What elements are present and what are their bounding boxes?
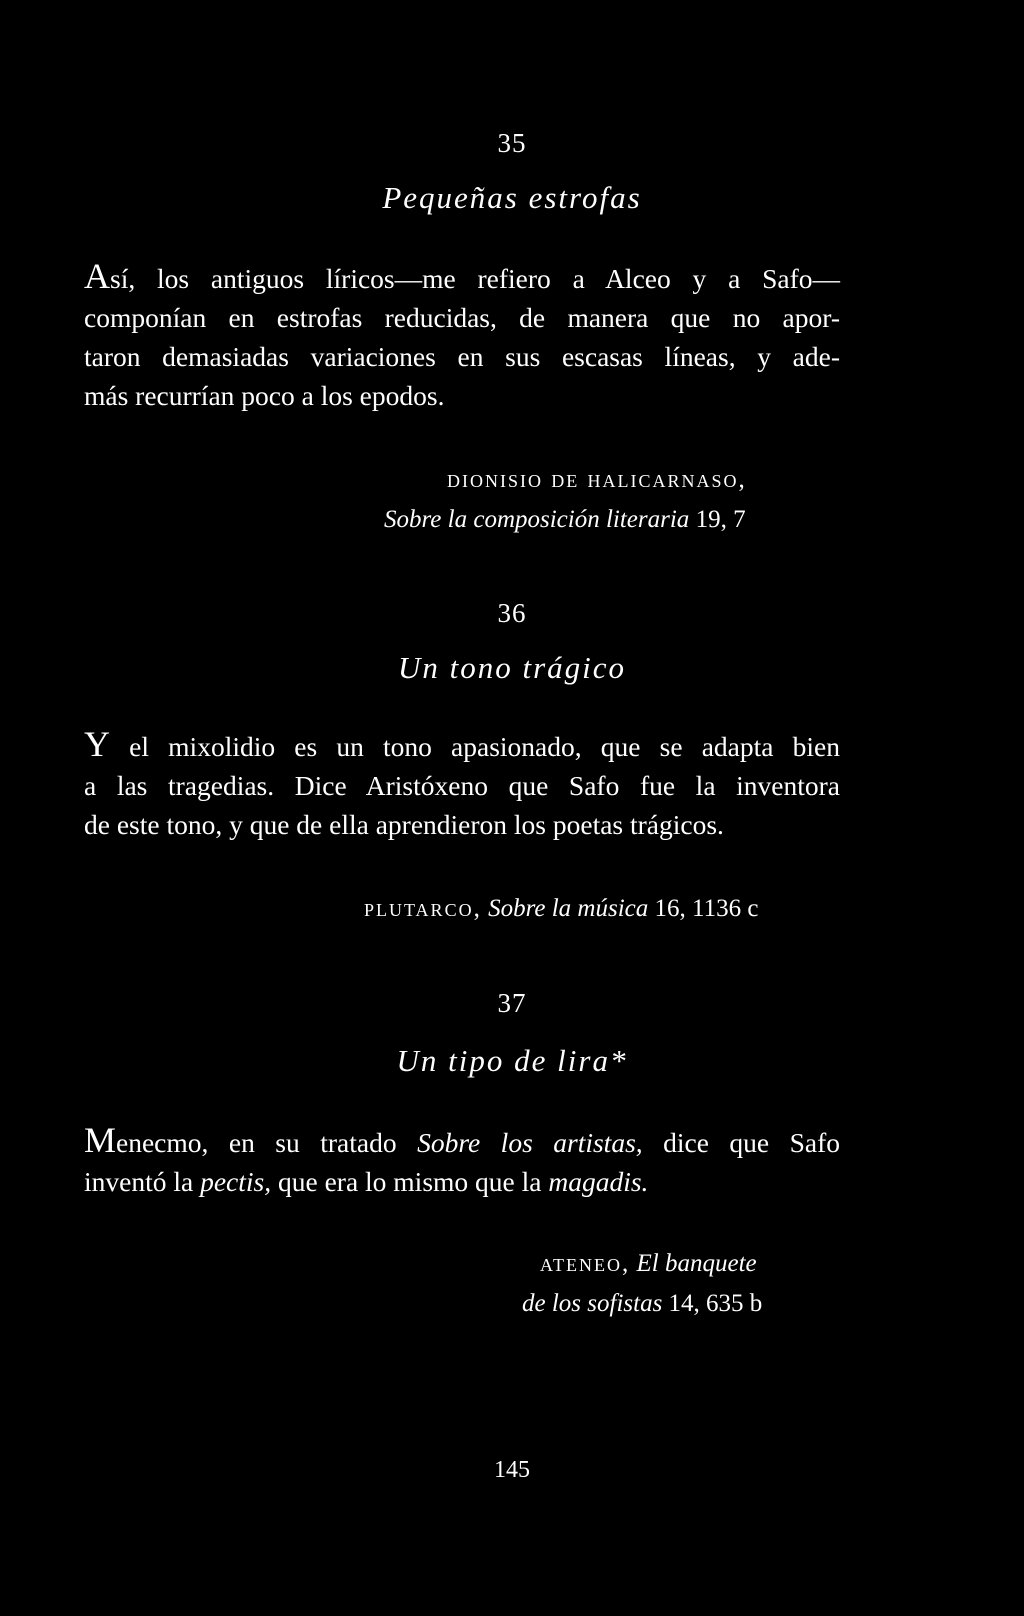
section-number: 35 bbox=[497, 128, 527, 158]
source-author: ateneo, bbox=[540, 1250, 631, 1277]
section-number: 37 bbox=[497, 988, 527, 1018]
paragraph-line: componían en estrofas reducidas, de manera que no apor- bbox=[84, 302, 840, 333]
paragraph-line: inventó la pectis, que era lo mismo que la magadis. bbox=[84, 1166, 649, 1197]
paragraph-line bbox=[84, 258, 840, 298]
page-number: 145 bbox=[494, 1457, 530, 1483]
work-title: Sobre los artistas, bbox=[417, 1127, 643, 1158]
section-number: 36 bbox=[497, 598, 527, 628]
drop-cap: A bbox=[84, 256, 110, 296]
section-paragraph bbox=[84, 1122, 840, 1201]
source-work: El banquete bbox=[636, 1250, 757, 1277]
source-ref: 16, 1136 c bbox=[648, 895, 759, 922]
paragraph-text: sí, los antiguos líricos—me refiero a Alceo y a Safo— bbox=[110, 263, 840, 294]
paragraph-line: más recurrían poco a los epodos. bbox=[84, 380, 445, 411]
paragraph-line: a las tragedias. Dice Aristóxeno que Safo fue la inventora bbox=[84, 770, 840, 801]
section-paragraph bbox=[84, 726, 840, 844]
drop-cap: M bbox=[84, 1120, 117, 1160]
paragraph-line bbox=[84, 726, 840, 766]
section-title: Pequeñas estrofas bbox=[382, 180, 642, 215]
section-title: Un tipo de lira* bbox=[396, 1043, 628, 1078]
section-paragraph bbox=[84, 258, 840, 415]
source-ref: 14, 635 b bbox=[662, 1290, 763, 1317]
source-citation bbox=[364, 889, 758, 929]
source-citation bbox=[384, 500, 746, 540]
source-work: de los sofistas bbox=[522, 1290, 663, 1317]
paragraph-line: taron demasiadas variaciones en sus escasas líneas, y ade- bbox=[84, 341, 840, 372]
paragraph-line: de este tono, y que de ella aprendieron los poetas trágicos. bbox=[84, 809, 724, 840]
source-work: Sobre la composición literaria bbox=[384, 506, 690, 533]
source-ref: 19, 7 bbox=[689, 506, 746, 533]
paragraph-line: Menecmo, en su tratado Sobre los artistas, dice que Safo bbox=[84, 1120, 840, 1160]
source-author: plutarco, bbox=[364, 895, 482, 922]
paragraph-text: el mixolidio es un tono apasionado, que se adapta bien bbox=[110, 731, 840, 762]
source-author: dionisio de halicarnaso, bbox=[447, 466, 747, 493]
section-title: Un tono trágico bbox=[397, 650, 627, 685]
source-citation bbox=[540, 1244, 757, 1284]
source-citation-line2 bbox=[522, 1284, 762, 1324]
source-work: Sobre la música bbox=[488, 895, 649, 922]
term-magadis: magadis. bbox=[548, 1166, 649, 1197]
drop-cap: Y bbox=[84, 724, 110, 764]
term-pectis: pectis, bbox=[200, 1166, 272, 1197]
